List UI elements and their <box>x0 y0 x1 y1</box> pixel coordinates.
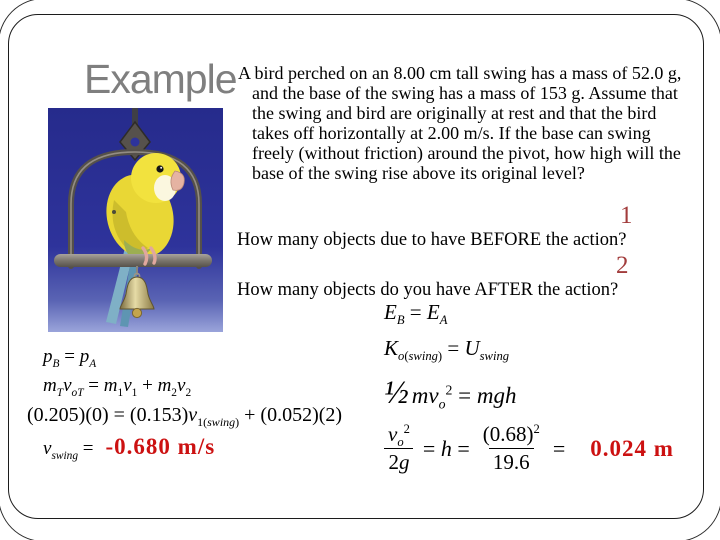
bell-clapper <box>132 308 141 317</box>
answer-count-before: 1 <box>620 202 633 229</box>
momentum-equation-1: $p_B = p_A$ <box>43 346 97 370</box>
bird-on-swing-illustration <box>48 108 223 332</box>
energy-equations <box>384 300 674 475</box>
momentum-equation-2: $m_Tv_{oT} = m_1v_1 + m_2v_2$ <box>43 375 192 399</box>
momentum-equation-3: $(0.205)(0) = (0.153)v_{1(swing)} + (0.052)(2)$ <box>27 404 343 429</box>
question-after: How many objects do you have AFTER the action? <box>237 280 619 300</box>
swing-perch <box>54 254 212 267</box>
bird-eye <box>156 165 163 172</box>
bird-photo <box>48 108 223 332</box>
fraction-068sq-over-196: $\frac{(0.68)^2}{19.6}$ <box>482 422 540 474</box>
slide-title: Example <box>84 56 237 102</box>
fraction-vo2-over-2g: $\frac{v_o^2}{2g}$ <box>384 422 414 475</box>
momentum-result-line <box>43 434 342 460</box>
momentum-equations <box>27 346 343 467</box>
height-answer-value: 0.024 m <box>590 435 674 461</box>
energy-equation-2: $K_{o(swing)} = U_{swing}$ <box>384 336 510 364</box>
bird-beak <box>171 171 184 190</box>
hanger-hole <box>131 138 140 147</box>
bird-feather-spot <box>112 210 116 214</box>
energy-equation-3: ½ $mv_o^2$ = mgh <box>384 375 517 412</box>
energy-equation-1: $E_B = E_A$ <box>384 300 448 328</box>
swing-velocity-value: -0.680 m/s <box>105 434 216 459</box>
swing-velocity-label: $v_{swing}$ = <box>43 438 94 462</box>
bird-eye-glint <box>160 167 162 169</box>
energy-final-equation <box>384 422 674 475</box>
problem-statement: A bird perched on an 8.00 cm tall swing has a mass of 52.0 g, and the base of the swing has a mass of 153 g. Assume that the swing and bird are originally at rest and that the bird takes off horizontally at 2.00 m/s. If the base can swing freely (without friction) around the pivot, how high will the base of the swing rise above its original level? <box>238 63 682 183</box>
equals-sign: = <box>552 435 566 461</box>
answer-count-after: 2 <box>616 252 629 279</box>
question-before: How many objects due to have BEFORE the action? <box>237 230 627 250</box>
equals-h-equals: = h = <box>422 435 470 461</box>
